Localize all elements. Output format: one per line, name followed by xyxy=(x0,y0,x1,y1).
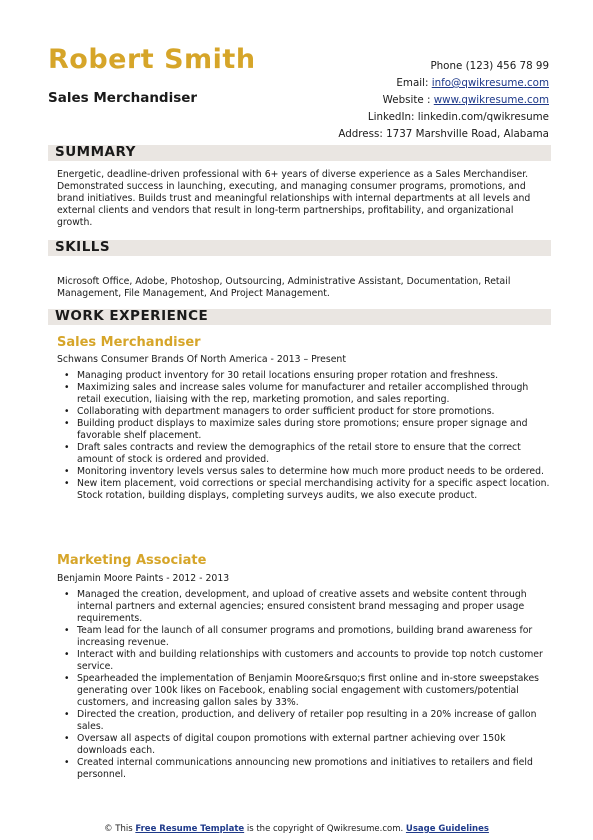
list-item: • Building product displays to maximize sales during store promotions; ensure proper signage and favorable shelf placement. xyxy=(60,418,550,442)
summary-section-header xyxy=(48,145,551,161)
job-role: Marketing Associate xyxy=(57,553,207,568)
contact-linkedin xyxy=(338,109,549,126)
contact-phone xyxy=(338,58,549,75)
footer-copyright: © This xyxy=(104,824,133,834)
summary-text: Energetic, deadline-driven professional with 6+ years of diverse experience as a Sales Merchandiser. Demonstrated success in launching, executing, and managing consumer programs, promotions, and brand initiatives. Builds trust and meaningful relationships with internal departments at all levels and external clients and vendors that result in long-term partnerships, profitability, and organizational growth. xyxy=(57,169,531,228)
contact-address xyxy=(338,126,549,143)
list-item: • Spearheaded the implementation of Benjamin Moore&rsquo;s first online and in-store sweepstakes generating over 100k likes on Facebook, enabling social engagement with customers/potential customers, and increasing gallon sales by 33%. xyxy=(60,673,550,709)
work-section-header xyxy=(48,309,551,325)
email-label: Email: xyxy=(396,77,429,89)
list-item: • Collaborating with department managers to order sufficient product for store promotions. xyxy=(60,406,550,418)
job-company: Schwans Consumer Brands Of North America - 2013 – Present xyxy=(57,354,346,365)
work-heading: WORK EXPERIENCE xyxy=(55,308,209,324)
candidate-name: Robert Smith xyxy=(48,44,256,75)
contact-website xyxy=(338,92,549,109)
linkedin-value: linkedin.com/qwikresume xyxy=(417,111,549,123)
skills-heading: SKILLS xyxy=(55,239,111,255)
footer xyxy=(0,824,593,834)
contact-block xyxy=(338,58,549,143)
website-label: Website : xyxy=(382,94,431,106)
website-link[interactable]: www.qwikresume.com xyxy=(433,94,549,106)
list-item: • Draft sales contracts and review the demographics of the retail store to ensure that the correct amount of stock is ordered and provided. xyxy=(60,442,550,466)
list-item: • Created internal communications announcing new promotions and initiatives to retailers and field personnel. xyxy=(60,757,550,781)
email-link[interactable]: info@qwikresume.com xyxy=(431,77,549,89)
list-item: • Managed the creation, development, and upload of creative assets and website content through internal partners and external agencies; ensured consistent brand messaging and proper usage requirements. xyxy=(60,589,550,625)
phone-label: Phone xyxy=(430,60,463,72)
job-bullets xyxy=(60,589,550,781)
job-company: Benjamin Moore Paints - 2012 - 2013 xyxy=(57,573,230,584)
phone-value: (123) 456 78 99 xyxy=(465,60,549,72)
skills-text: Microsoft Office, Adobe, Photoshop, Outsourcing, Administrative Assistant, Documentation, Retail Management, File Management, And Project Management. xyxy=(57,276,511,299)
list-item: • Managing product inventory for 30 retail locations ensuring proper rotation and freshness. xyxy=(60,370,550,382)
free-template-link[interactable]: Free Resume Template xyxy=(135,824,245,834)
summary-heading: SUMMARY xyxy=(55,144,136,160)
skills-section-header xyxy=(48,240,551,256)
job-role: Sales Merchandiser xyxy=(57,335,201,350)
contact-email xyxy=(338,75,549,92)
address-value: 1737 Marshville Road, Alabama xyxy=(386,128,549,140)
list-item: • Team lead for the launch of all consumer programs and promotions, building brand awareness for increasing revenue. xyxy=(60,625,550,649)
footer-middle-text: is the copyright of Qwikresume.com. xyxy=(246,824,404,834)
list-item: • Directed the creation, production, and delivery of retailer pop resulting in a 20% increase of gallon sales. xyxy=(60,709,550,733)
candidate-title: Sales Merchandiser xyxy=(48,90,198,106)
list-item: • Oversaw all aspects of digital coupon promotions with external partner achieving over 150k downloads each. xyxy=(60,733,550,757)
list-item: • Monitoring inventory levels versus sales to determine how much more product needs to be ordered. xyxy=(60,466,550,478)
address-label: Address: xyxy=(338,128,383,140)
list-item: • Maximizing sales and increase sales volume for manufacturer and retailer accomplished through retail execution, liaising with the rep, marketing promotion, and sales reporting. xyxy=(60,382,550,406)
usage-guidelines-link[interactable]: Usage Guidelines xyxy=(405,824,489,834)
linkedin-label: LinkedIn: xyxy=(367,111,415,123)
list-item: • Interact with and building relationships with customers and accounts to provide top notch customer service. xyxy=(60,649,550,673)
job-bullets xyxy=(60,370,550,502)
list-item: • New item placement, void corrections or special merchandising activity for a specific aspect location. Stock rotation, building displays, completing surveys audits, we also execute product. xyxy=(60,478,550,502)
